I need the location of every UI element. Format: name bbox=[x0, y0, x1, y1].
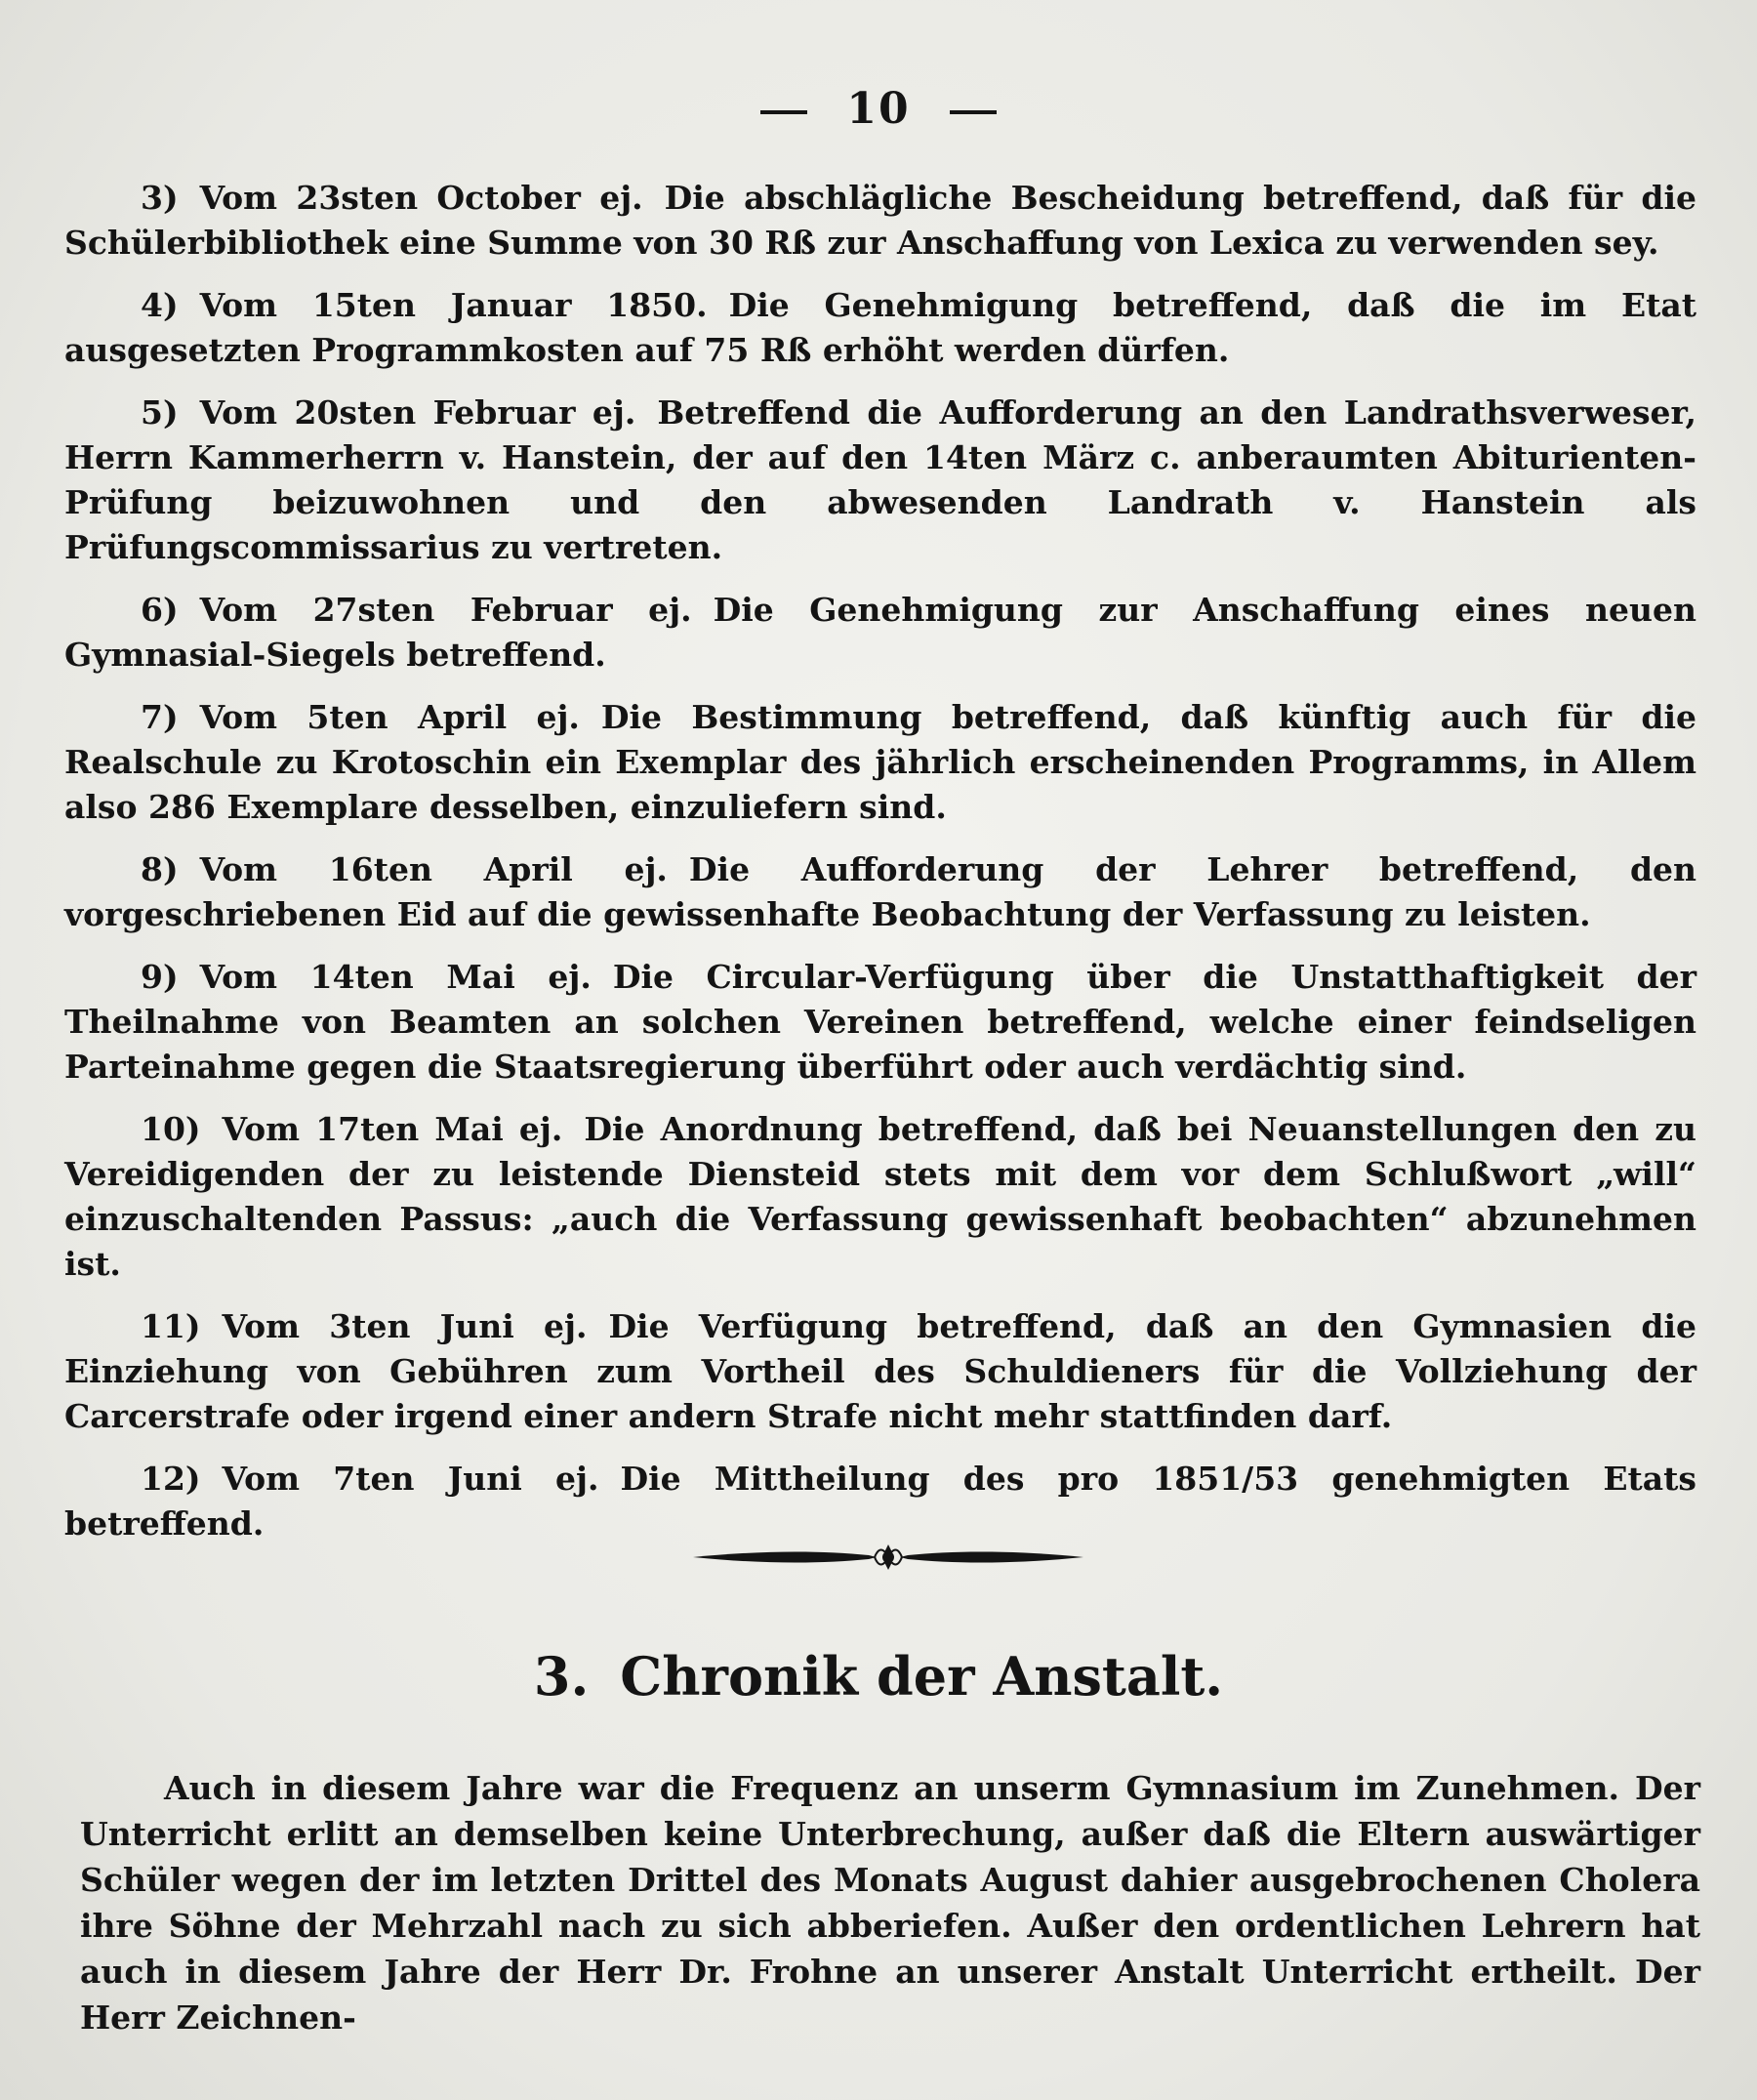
entry-date: Vom 15ten Januar 1850. bbox=[199, 286, 708, 324]
right-dash-ornament bbox=[950, 110, 997, 114]
entry-text: Die Mittheilung des pro 1851/53 genehmigten Etats betreffend. bbox=[64, 1460, 1696, 1543]
decree-entry bbox=[64, 695, 1696, 830]
decree-entry bbox=[64, 1304, 1696, 1439]
entry-number: 5) bbox=[141, 393, 179, 432]
entry-date: Vom 5ten April ej. bbox=[199, 698, 580, 736]
section-heading bbox=[0, 1645, 1757, 1708]
left-dash-ornament bbox=[760, 110, 807, 114]
entry-text: Die Bestimmung betreffend, daß künftig auch für die Realschule zu Krotoschin ein Exemplar des jährlich erscheinenden Programms, in Allem also 286 Exemplare desselben, einzuliefern sind. bbox=[64, 698, 1696, 826]
entry-number: 7) bbox=[141, 698, 179, 736]
decree-entry bbox=[64, 955, 1696, 1090]
entry-date: Vom 20sten Februar ej. bbox=[199, 393, 636, 432]
entry-number: 8) bbox=[141, 850, 179, 888]
decree-entry bbox=[64, 283, 1696, 373]
entry-date: Vom 17ten Mai ej. bbox=[222, 1110, 563, 1148]
entry-text: Die Verfügung betreffend, daß an den Gymnasien die Einziehung von Gebühren zum Vortheil des Schuldieners für die Vollziehung der Carcerstrafe oder irgend einer andern Strafe nicht mehr stattfinden darf. bbox=[64, 1307, 1696, 1435]
chronicle-paragraph: Auch in diesem Jahre war die Frequenz an unserm Gymnasium im Zunehmen. Der Unterricht erlitt an demselben keine Unterbrechung, außer daß die Eltern auswärtiger Schüler wegen der im letzten Drittel des Monats August dahier ausgebrochenen Cholera ihre Söhne der Mehrzahl nach zu sich abberiefen. Außer den ordentlichen Lehrern hat auch in diesem Jahre der Herr Dr. Frohne an unserer Anstalt Unterricht ertheilt. Der Herr Zeichnen- bbox=[80, 1769, 1700, 2037]
entry-date: Vom 16ten April ej. bbox=[199, 850, 668, 888]
entry-text: Die abschlägliche Bescheidung betreffend, daß für die Schülerbibliothek eine Summe von 30 Rß zur Anschaffung von Lexica zu verwenden sey. bbox=[64, 179, 1696, 262]
entry-date: Vom 7ten Juni ej. bbox=[222, 1460, 599, 1498]
divider-ornament bbox=[683, 1533, 1093, 1582]
decree-entry bbox=[64, 1107, 1696, 1287]
entry-text: Die Circular-Verfügung über die Unstatthaftigkeit der Theilnahme von Beamten an solchen Vereinen betreffend, welche einer feindseligen Parteinahme gegen die Staatsregierung überführt oder auch verdächtig sind. bbox=[64, 958, 1697, 1086]
section-title: Chronik der Anstalt. bbox=[620, 1645, 1224, 1708]
entry-number: 12) bbox=[141, 1460, 201, 1498]
decree-entry bbox=[64, 588, 1696, 678]
decree-entry bbox=[64, 391, 1696, 570]
entry-text: Die Genehmigung zur Anschaffung eines neuen Gymnasial-Siegels betreffend. bbox=[64, 591, 1696, 674]
entry-text: Die Aufforderung der Lehrer betreffend, den vorgeschriebenen Eid auf die gewissenhafte Beobachtung der Verfassung zu leisten. bbox=[64, 850, 1697, 933]
entry-date: Vom 23sten October ej. bbox=[199, 179, 643, 217]
entry-number: 10) bbox=[141, 1110, 201, 1148]
entry-number: 6) bbox=[141, 591, 179, 629]
decree-entry bbox=[64, 176, 1696, 266]
entry-date: Vom 3ten Juni ej. bbox=[222, 1307, 588, 1345]
entry-text: Die Anordnung betreffend, daß bei Neuanstellungen den zu Vereidigenden der zu leistende Diensteid stets mit dem vor dem Schlußwort „will“ einzuschaltenden Passus: „auch die Verfassung gewissenhaft beobachten“ abzunehmen ist. bbox=[64, 1110, 1696, 1283]
entry-date: Vom 14ten Mai ej. bbox=[199, 958, 592, 996]
entry-number: 3) bbox=[141, 179, 179, 217]
decree-entry bbox=[64, 847, 1696, 937]
page-number: 10 bbox=[846, 84, 911, 134]
entry-text: Die Genehmigung betreffend, daß die im Etat ausgesetzten Programmkosten auf 75 Rß erhöht werden dürfen. bbox=[64, 286, 1696, 369]
page-number-line bbox=[0, 84, 1757, 134]
section-number: 3. bbox=[533, 1645, 590, 1708]
entry-number: 11) bbox=[141, 1307, 201, 1345]
entry-date: Vom 27sten Februar ej. bbox=[199, 591, 692, 629]
entry-number: 9) bbox=[141, 958, 179, 996]
decree-list bbox=[64, 176, 1696, 1564]
entry-number: 4) bbox=[141, 286, 179, 324]
entry-text: Betreffend die Aufforderung an den Landrathsverweser, Herrn Kammerherrn v. Hanstein, der auf den 14ten März c. anberaumten Abiturienten-Prüfung beizuwohnen und den abwesenden Landrath v. Hanstein als Prüfungscommissarius zu vertreten. bbox=[64, 393, 1696, 566]
